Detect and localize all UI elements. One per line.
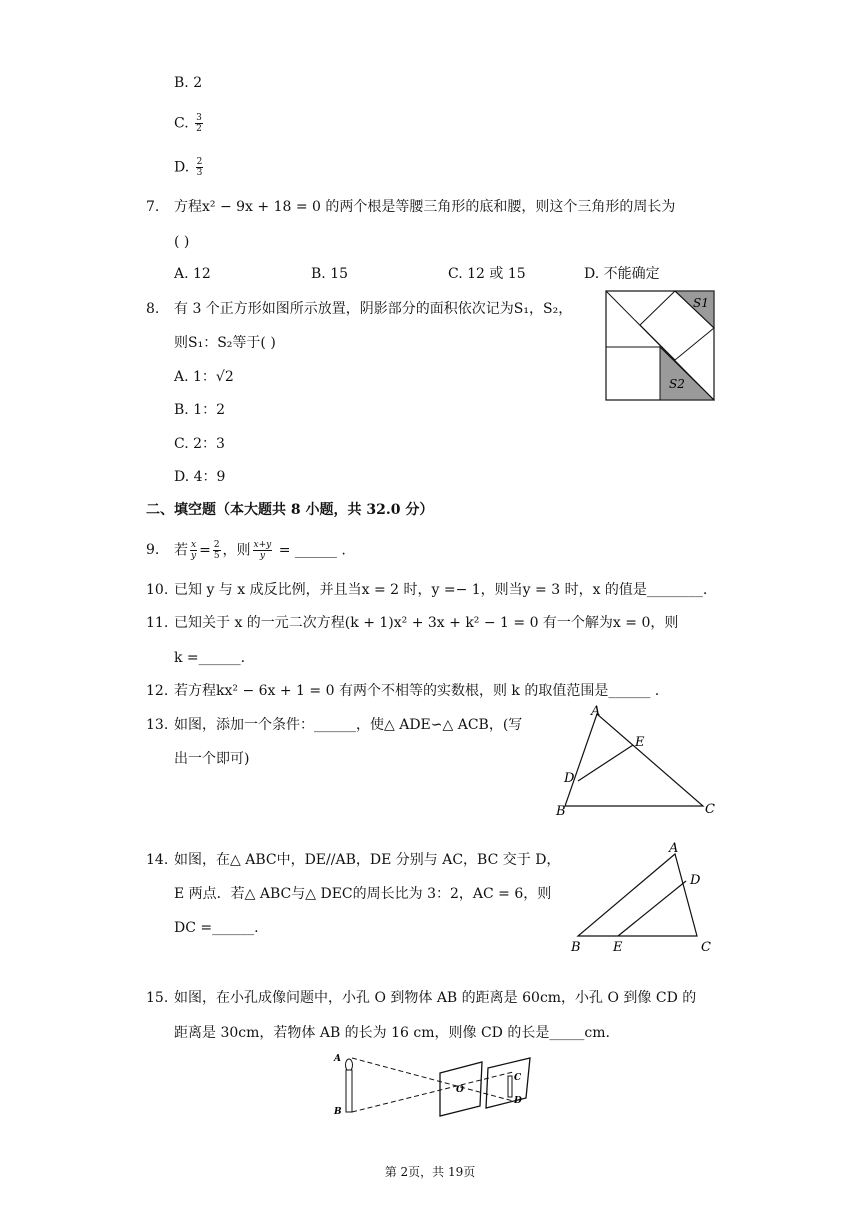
label-c: C xyxy=(514,1073,522,1083)
q7-option-c: C. 12 或 15 xyxy=(448,266,526,282)
label-a: A xyxy=(591,704,601,719)
q7-option-b: B. 15 xyxy=(311,266,349,282)
q14-stem: 如图，在△ ABC中，DE//AB，DE 分别与 AC，BC 交于 D， xyxy=(174,852,561,868)
q10-number: 10. xyxy=(146,582,169,598)
label-s1: S1 xyxy=(693,296,709,310)
label-e: E xyxy=(613,940,623,955)
q15-pinhole-figure xyxy=(330,1050,535,1118)
label-a: A xyxy=(669,841,679,856)
label-c: C xyxy=(705,802,715,817)
label-e: E xyxy=(635,735,645,750)
q7-number: 7. xyxy=(146,199,160,215)
label-b: B xyxy=(556,804,566,819)
q11-stem-2: k =______. xyxy=(174,650,246,666)
label-c: C xyxy=(701,940,711,955)
q7-stem: 方程x² − 9x + 18 = 0 的两个根是等腰三角形的底和腰，则这个三角形的周长为 xyxy=(174,199,676,215)
q12-stem: 若方程kx² − 6x + 1 = 0 有两个不相等的实数根，则 k 的取值范围是______ . xyxy=(174,683,660,699)
q7-stem-2: ( ) xyxy=(174,234,190,250)
label-d: D xyxy=(564,771,575,786)
q14-stem-3: DC =______. xyxy=(174,920,259,936)
q11-number: 11. xyxy=(146,615,169,631)
q7-option-d: D. 不能确定 xyxy=(584,266,660,282)
label-o: O xyxy=(456,1085,464,1095)
q6-option-c: C. $\frac{3}{2}$ xyxy=(174,113,202,134)
fraction: $\frac{3}{2}$ xyxy=(196,113,202,134)
q11-stem: 已知关于 x 的一元二次方程(k + 1)x² + 3x + k² − 1 = 0 有一个解为x = 0，则 xyxy=(174,615,679,631)
q13-number: 13. xyxy=(146,717,169,733)
q8-squares-figure xyxy=(605,290,715,402)
label-d: D xyxy=(690,873,701,888)
q9-number: 9. xyxy=(146,542,160,558)
q10-stem: 已知 y 与 x 成反比例，并且当x = 2 时，y =− 1，则当y = 3 时，x 的值是________. xyxy=(174,582,708,598)
q9-stem: 若 $\frac{x}{y}$ = $\frac{2}{5}$ ，则 $\frac{x+y}{y}$ = ______ . xyxy=(174,540,346,561)
q6-option-b: B. 2 xyxy=(174,75,203,91)
q14-stem-2: E 两点．若△ ABC与△ DEC的周长比为 3：2，AC = 6，则 xyxy=(174,886,552,902)
label-s2: S2 xyxy=(669,377,685,391)
q6-option-d: D. $\frac{2}{3}$ xyxy=(174,157,203,178)
fraction: $\frac{2}{3}$ xyxy=(196,157,203,178)
label-b: B xyxy=(571,940,581,955)
label-a: A xyxy=(334,1054,341,1064)
section-heading: 二、填空题（本大题共 8 小题，共 32.0 分） xyxy=(146,502,434,518)
label-b: B xyxy=(334,1107,342,1117)
q15-stem-2: 距离是 30cm，若物体 AB 的长为 16 cm，则像 CD 的长是_____cm. xyxy=(174,1025,610,1041)
q7-option-a: A. 12 xyxy=(174,266,211,282)
q14-number: 14. xyxy=(146,852,169,868)
q12-number: 12. xyxy=(146,683,169,699)
q8-stem-2: 则S₁：S₂等于( ) xyxy=(174,335,276,351)
q13-stem: 如图，添加一个条件：______，使△ ADE∽△ ACB，(写 xyxy=(174,717,523,733)
q8-option-d: D. 4：9 xyxy=(174,469,226,485)
q8-option-b: B. 1：2 xyxy=(174,402,226,418)
q14-triangle-figure xyxy=(565,838,720,956)
q13-stem-2: 出一个即可) xyxy=(174,751,250,767)
q8-option-a: A. 1：√2 xyxy=(174,369,234,385)
q8-number: 8. xyxy=(146,301,160,317)
q15-number: 15. xyxy=(146,990,169,1006)
label-d: D xyxy=(514,1096,522,1106)
q8-option-c: C. 2：3 xyxy=(174,436,225,452)
q13-triangle-figure xyxy=(553,702,723,820)
page-footer: 第 2页，共 19页 xyxy=(384,1165,476,1179)
q8-stem: 有 3 个正方形如图所示放置，阴影部分的面积依次记为S₁，S₂， xyxy=(174,301,573,317)
q15-stem: 如图，在小孔成像问题中，小孔 O 到物体 AB 的距离是 60cm，小孔 O 到像 CD 的 xyxy=(174,990,697,1006)
